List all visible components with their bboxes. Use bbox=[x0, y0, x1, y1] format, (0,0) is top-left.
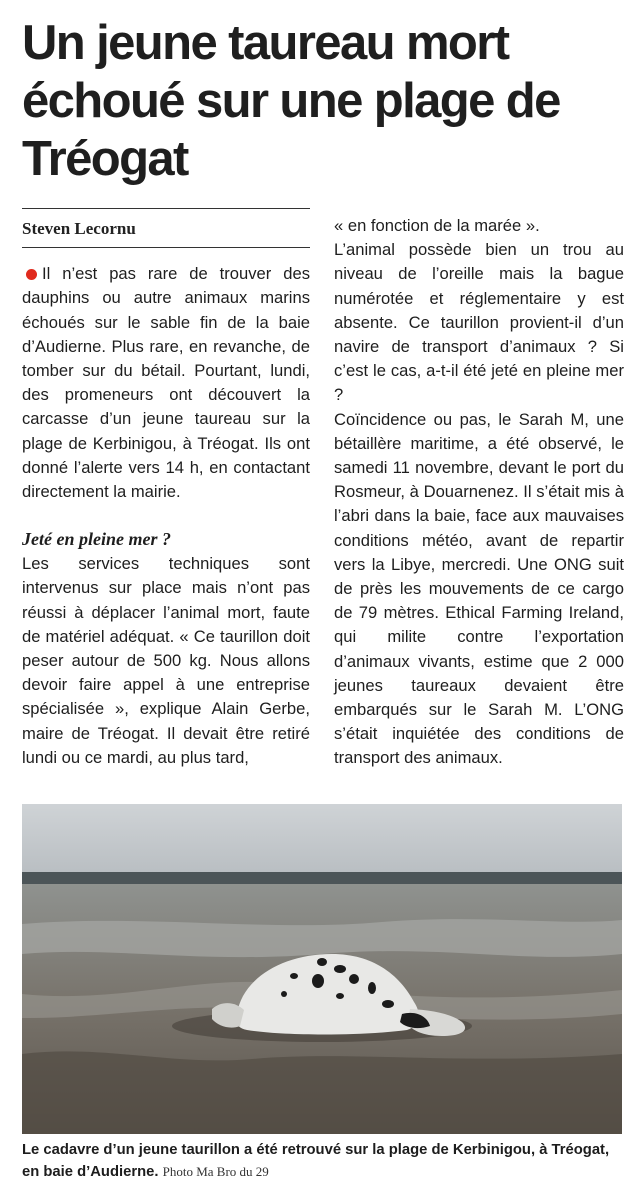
body-paragraph: L’animal possède bien un trou au niveau de l’oreille mais la bague numérotée et réglementaire y est absente. Ce taurillon provient-il d’un navire de transport d’animaux ? Si c’est le cas, a-t-il été jeté en pleine mer ? bbox=[334, 240, 624, 405]
red-bullet-icon bbox=[26, 269, 37, 280]
subheading: Jeté en pleine mer ? bbox=[22, 529, 171, 550]
byline: Steven Lecornu bbox=[22, 208, 310, 248]
right-column bbox=[334, 214, 624, 771]
intro-text: Il n’est pas rare de trouver des dauphins ou autre animaux marins échoués sur le sable fin de la baie d’Audierne. Plus rare, en revanche, de tomber sur du bétail. Pourtant, lundi, des promeneurs ont découvert la carcasse d’un jeune taureau sur la plage de Kerbinigou, à Tréogat. Ils ont donné l’alerte vers 14 h, en contactant directement la mairie. bbox=[22, 264, 310, 502]
intro-paragraph bbox=[22, 262, 310, 504]
body-paragraph: Coïncidence ou pas, le Sarah M, une bétaillère maritime, a été observé, le samedi 11 novembre, devant le port du Rosmeur, à Douarnenez. Il s’était mis à l’abri dans la baie, face aux mauvaises conditions météo, avant de repartir vers la Libye, mercredi. Une ONG suit de près les mouvements de ce cargo de 79 mètres. Ethical Farming Ireland, qui milite contre l’exportation d’animaux vivants, estime que 2 000 jeunes taureaux devaient être embarqués sur le Sarah M. L’ONG s’était inquiétée des conditions de transport des animaux. bbox=[334, 409, 624, 768]
body-paragraph: « en fonction de la marée ». bbox=[334, 216, 540, 235]
photo-caption bbox=[22, 1140, 626, 1183]
photo-credit: Photo Ma Bro du 29 bbox=[162, 1164, 269, 1179]
headline: Un jeune taureau mort échoué sur une plage de Tréogat bbox=[22, 16, 560, 186]
left-column bbox=[22, 208, 310, 770]
body-paragraph: Les services techniques sont intervenus sur place mais n’ont pas réussi à déplacer l’animal mort, faute de matériel adéquat. « Ce taurillon doit peser autour de 500 kg. Nous allons devoir faire appel à une entreprise spécialisée », explique Alain Gerbe, maire de Tréogat. Il devait être retiré lundi ou ce mardi, au plus tard, bbox=[22, 554, 310, 767]
caption-text: Le cadavre d’un jeune taurillon a été retrouvé sur la plage de Kerbinigou, à Tréogat, en baie d’Audierne. bbox=[22, 1142, 610, 1180]
beach-photo bbox=[22, 804, 622, 1134]
